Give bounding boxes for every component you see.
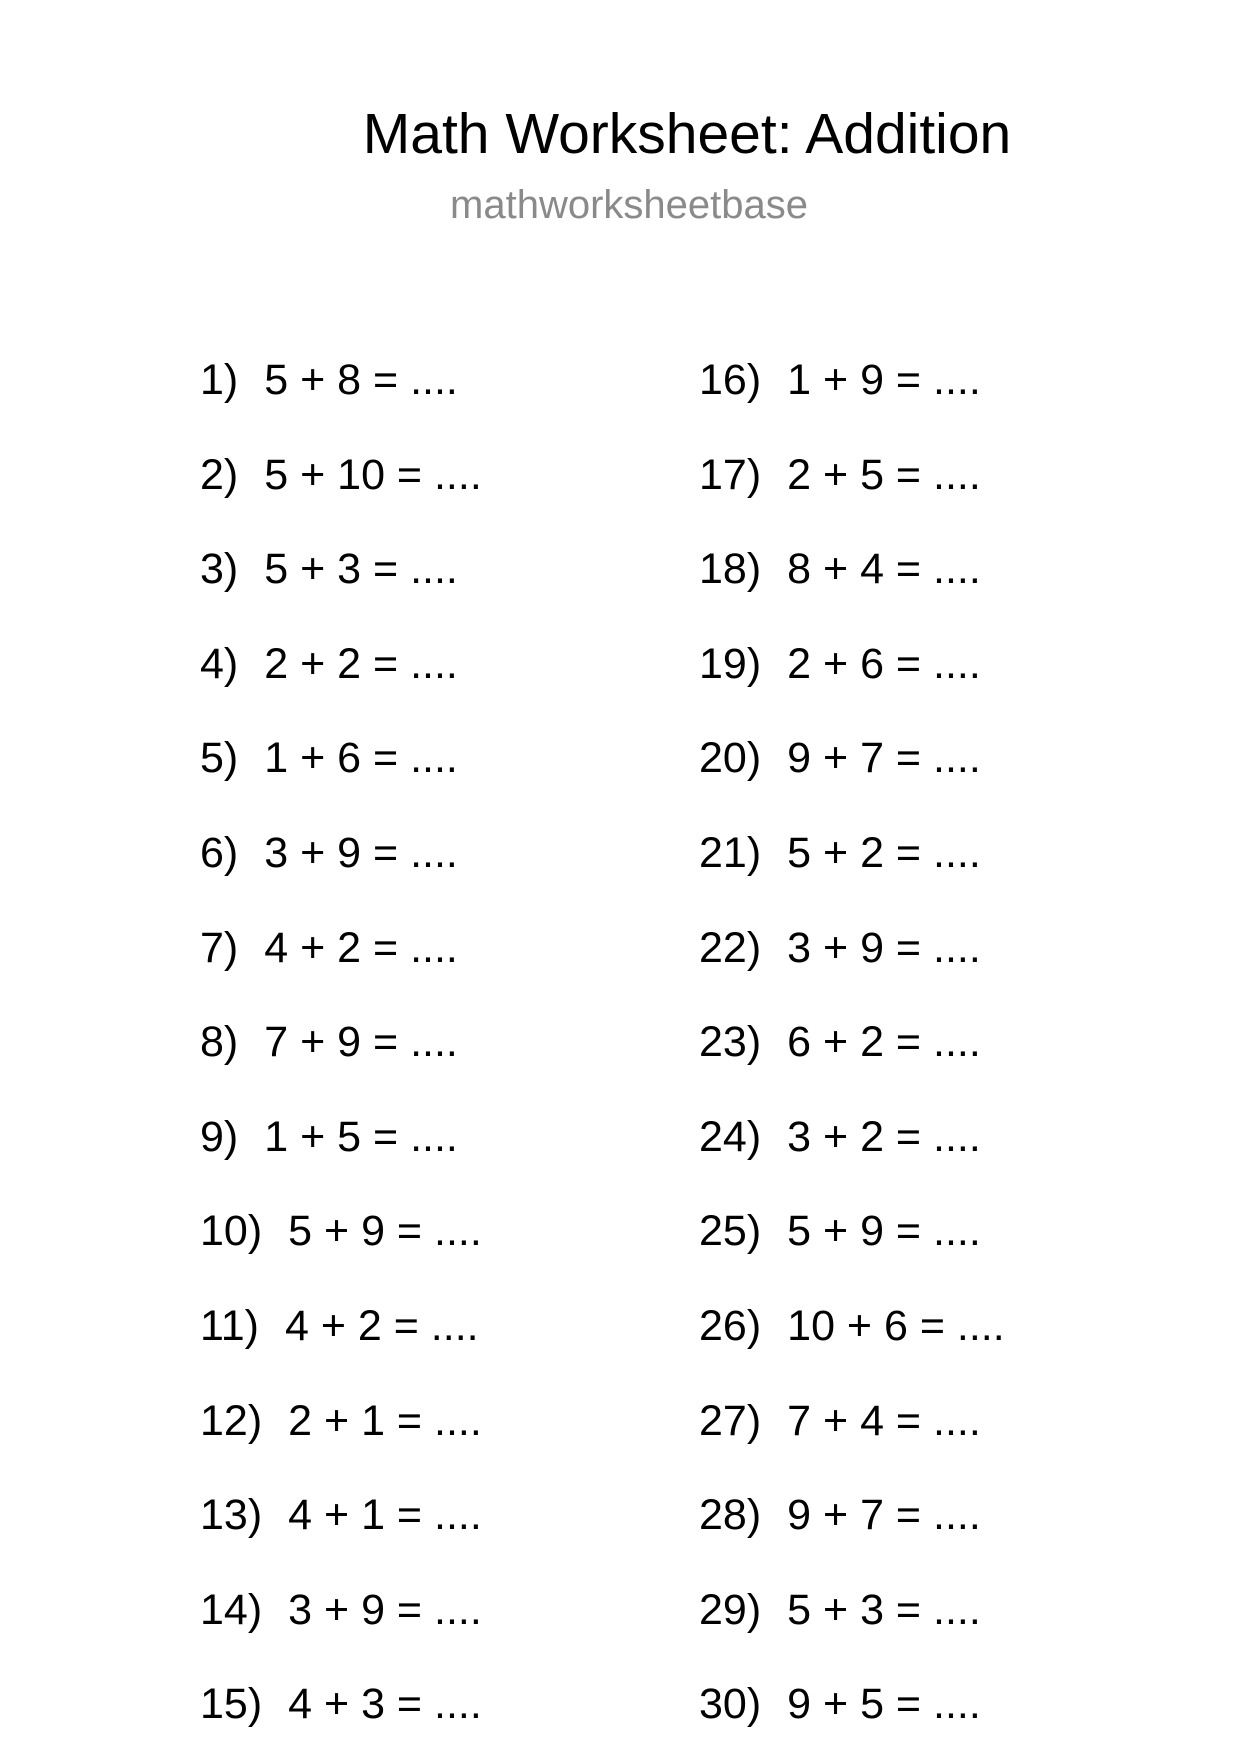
problem-expression: 3 + 9 = ....	[264, 829, 458, 877]
problem-item	[200, 1201, 482, 1261]
problem-expression: 7 + 9 = ....	[264, 1018, 458, 1066]
problem-item	[699, 634, 981, 694]
problem-expression: 2 + 5 = ....	[787, 451, 981, 499]
problem-item	[200, 728, 458, 788]
problem-number: 4)	[200, 640, 239, 688]
problem-number: 27)	[699, 1397, 762, 1445]
problem-number: 14)	[200, 1586, 263, 1634]
problem-expression: 1 + 6 = ....	[264, 734, 458, 782]
problem-number: 7)	[200, 924, 239, 972]
problem-item	[200, 445, 482, 505]
problem-expression: 4 + 1 = ....	[288, 1491, 482, 1539]
worksheet-subtitle: mathworksheetbase	[450, 183, 808, 227]
problem-expression: 2 + 1 = ....	[288, 1397, 482, 1445]
problem-expression: 1 + 5 = ....	[264, 1113, 458, 1161]
problem-item	[200, 1485, 482, 1545]
problem-number: 3)	[200, 545, 239, 593]
problem-item	[200, 1580, 482, 1640]
problem-expression: 3 + 9 = ....	[787, 924, 981, 972]
problem-item	[699, 1674, 981, 1734]
problem-expression: 2 + 6 = ....	[787, 640, 981, 688]
problem-expression: 6 + 2 = ....	[787, 1018, 981, 1066]
problem-number: 18)	[699, 545, 762, 593]
problem-expression: 10 + 6 = ....	[787, 1302, 1005, 1350]
problem-expression: 3 + 9 = ....	[288, 1586, 482, 1634]
problem-item	[200, 1674, 482, 1734]
problem-item	[699, 539, 981, 599]
problem-item	[699, 728, 981, 788]
problem-number: 15)	[200, 1680, 263, 1728]
problem-number: 30)	[699, 1680, 762, 1728]
problem-number: 24)	[699, 1113, 762, 1161]
problem-expression: 3 + 2 = ....	[787, 1113, 981, 1161]
problem-expression: 9 + 7 = ....	[787, 1491, 981, 1539]
problem-item	[699, 1201, 981, 1261]
problem-item	[200, 1107, 458, 1167]
problem-expression: 5 + 8 = ....	[264, 356, 458, 404]
problem-number: 21)	[699, 829, 762, 877]
problem-item	[699, 1012, 981, 1072]
problem-expression: 2 + 2 = ....	[264, 640, 458, 688]
problem-number: 29)	[699, 1586, 762, 1634]
problem-item	[200, 634, 458, 694]
problem-expression: 9 + 7 = ....	[787, 734, 981, 782]
problem-item	[200, 1012, 458, 1072]
problem-number: 11)	[200, 1302, 259, 1350]
problem-item	[699, 1485, 981, 1545]
problem-expression: 5 + 9 = ....	[787, 1207, 981, 1255]
problem-item	[699, 1107, 981, 1167]
problem-expression: 1 + 9 = ....	[787, 356, 981, 404]
problem-number: 12)	[200, 1397, 263, 1445]
problem-number: 25)	[699, 1207, 762, 1255]
problem-expression: 7 + 4 = ....	[787, 1397, 981, 1445]
problem-number: 22)	[699, 924, 762, 972]
problem-item	[200, 918, 458, 978]
problem-item	[200, 539, 458, 599]
problem-number: 1)	[200, 356, 239, 404]
problem-item	[699, 1391, 981, 1451]
problem-expression: 5 + 3 = ....	[787, 1586, 981, 1634]
problem-number: 2)	[200, 451, 239, 499]
problem-number: 19)	[699, 640, 762, 688]
problem-number: 20)	[699, 734, 762, 782]
problem-item	[200, 350, 458, 410]
problem-expression: 5 + 9 = ....	[288, 1207, 482, 1255]
problem-expression: 5 + 10 = ....	[264, 451, 482, 499]
problem-item	[200, 1296, 479, 1356]
problem-number: 9)	[200, 1113, 239, 1161]
problem-expression: 5 + 2 = ....	[787, 829, 981, 877]
problem-item	[699, 1580, 981, 1640]
problem-item	[699, 918, 981, 978]
problem-item	[200, 1391, 482, 1451]
problem-number: 17)	[699, 451, 762, 499]
problem-item	[699, 823, 981, 883]
problem-number: 8)	[200, 1018, 239, 1066]
problem-expression: 4 + 2 = ....	[284, 1302, 479, 1350]
problem-number: 6)	[200, 829, 239, 877]
problem-expression: 4 + 3 = ....	[288, 1680, 482, 1728]
problem-number: 26)	[699, 1302, 762, 1350]
problem-expression: 5 + 3 = ....	[264, 545, 458, 593]
problem-item	[699, 350, 981, 410]
problem-item	[200, 823, 458, 883]
problem-number: 16)	[699, 356, 762, 404]
problem-number: 13)	[200, 1491, 263, 1539]
problem-number: 23)	[699, 1018, 762, 1066]
problem-item	[699, 445, 981, 505]
problem-number: 5)	[200, 734, 239, 782]
problem-number: 10)	[200, 1207, 263, 1255]
problem-expression: 9 + 5 = ....	[787, 1680, 981, 1728]
problem-expression: 4 + 2 = ....	[264, 924, 458, 972]
problem-number: 28)	[699, 1491, 762, 1539]
problem-item	[699, 1296, 1005, 1356]
problem-expression: 8 + 4 = ....	[787, 545, 981, 593]
worksheet-title: Math Worksheet: Addition	[362, 102, 1012, 166]
